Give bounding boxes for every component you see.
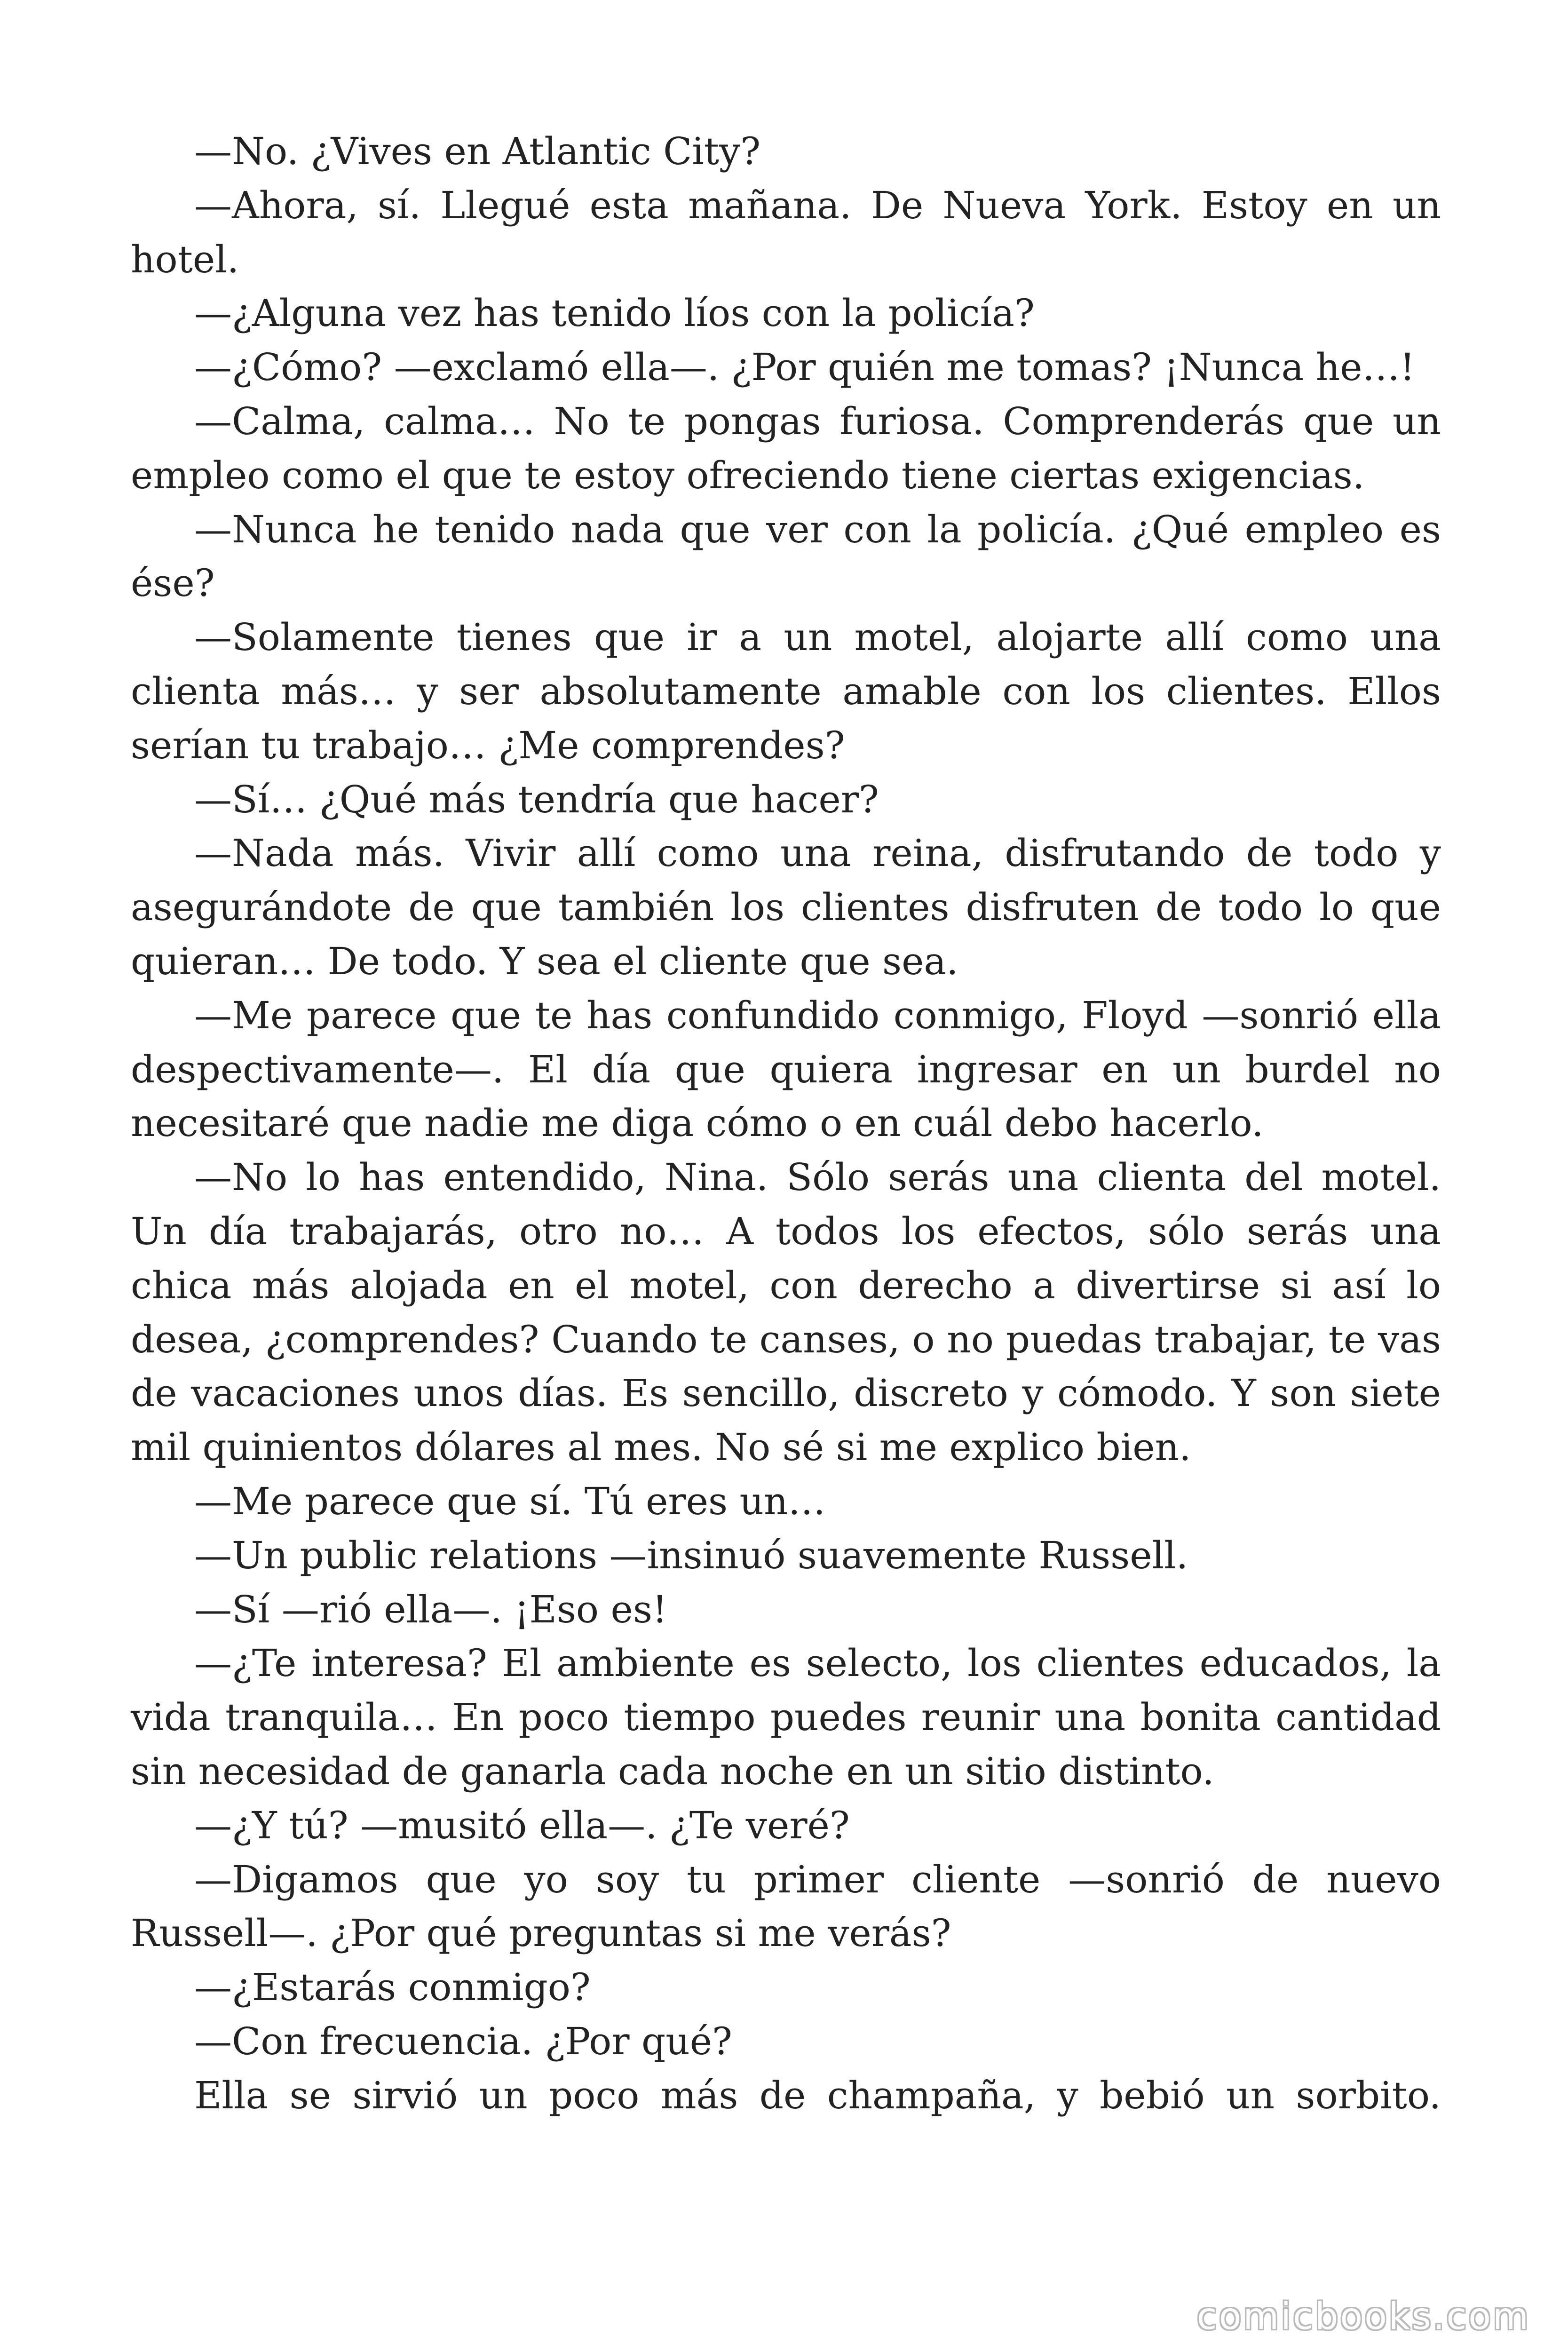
paragraph: —Me parece que sí. Tú eres un… [194,1479,826,1523]
paragraph: —Calma, calma… No te pongas furiosa. Comprenderás que un empleo como el que te estoy ofreciendo tiene ciertas exigencias. [131,399,1441,497]
paragraph: —Sí… ¿Qué más tendría que hacer? [194,777,879,821]
paragraph: —¿Alguna vez has tenido líos con la policía? [194,291,1035,335]
paragraph: —Un public relations —insinuó suavemente Russell. [194,1533,1188,1577]
watermark-logo: comicbooks.com [1196,2296,1530,2338]
paragraph: —¿Te interesa? El ambiente es selecto, los clientes educados, la vida tranquila… En poco tiempo puedes reunir una bonita cantidad sin necesidad de ganarla cada noche en un sitio distinto. [131,1641,1441,1793]
paragraph: —Digamos que yo soy tu primer cliente —sonrió de nuevo Russell—. ¿Por qué preguntas si me verás? [131,1857,1441,1955]
paragraph: —Me parece que te has confundido conmigo, Floyd —sonrió ella despectivamente—. El día que quiera ingresar en un burdel no necesitaré que nadie me diga cómo o en cuál debo hacerlo. [131,993,1441,1145]
paragraph: —¿Cómo? —exclamó ella—. ¿Por quién me tomas? ¡Nunca he…! [194,345,1415,389]
paragraph: —Ahora, sí. Llegué esta mañana. De Nueva York. Estoy en un hotel. [131,183,1441,281]
page-body [131,125,1441,2122]
paragraph-last: Ella se sirvió un poco más de champaña, y bebió un sorbito. [194,2073,1441,2117]
paragraph: —¿Y tú? —musitó ella—. ¿Te veré? [194,1803,850,1847]
paragraph: —Con frecuencia. ¿Por qué? [194,2019,732,2063]
paragraph: —¿Estarás conmigo? [194,1965,591,2010]
paragraph: —No. ¿Vives en Atlantic City? [194,129,761,173]
paragraph: —Solamente tienes que ir a un motel, alojarte allí como una clienta más… y ser absolutamente amable con los clientes. Ellos serían tu trabajo… ¿Me comprendes? [131,615,1441,767]
paragraph: —Nada más. Vivir allí como una reina, disfrutando de todo y asegurándote de que también los clientes disfruten de todo lo que quieran… De todo. Y sea el cliente que sea. [131,831,1441,983]
paragraph: —Nunca he tenido nada que ver con la policía. ¿Qué empleo es ése? [131,507,1441,605]
paragraph: —No lo has entendido, Nina. Sólo serás una clienta del motel. Un día trabajarás, otro no… A todos los efectos, sólo serás una chica más alojada en el motel, con derecho a divertirse si así lo desea, ¿comprendes? Cuando te canses, o no puedas trabajar, te vas de vacaciones unos días. Es sencillo, discreto y cómodo. Y son siete mil quinientos dólares al mes. No sé si me explico bien. [131,1155,1441,1470]
paragraph: —Sí —rió ella—. ¡Eso es! [194,1587,668,1631]
